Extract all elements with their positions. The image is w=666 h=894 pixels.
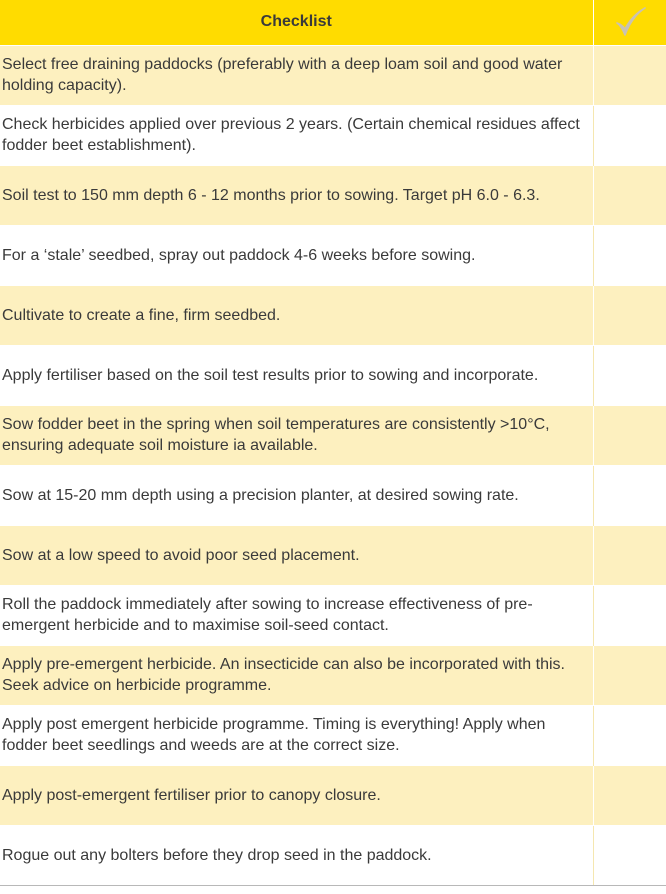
tick-cell[interactable]: [593, 825, 666, 885]
checklist-row: [0, 465, 666, 525]
tick-cell[interactable]: [593, 345, 666, 405]
checklist-row: [0, 165, 666, 225]
checklist-row: [0, 285, 666, 345]
tick-cell[interactable]: [593, 465, 666, 525]
tick-cell[interactable]: [593, 765, 666, 825]
checklist-row: [0, 525, 666, 585]
checklist-row: [0, 405, 666, 465]
tick-cell[interactable]: [593, 585, 666, 645]
tick-cell[interactable]: [593, 45, 666, 105]
checklist-title: Checklist: [0, 0, 593, 45]
checklist-item-text: Sow fodder beet in the spring when soil temperatures are consistently >10°C, ensuring adequate soil moisture ia available.: [0, 405, 593, 465]
tick-cell[interactable]: [593, 705, 666, 765]
checklist-item-text: Soil test to 150 mm depth 6 - 12 months prior to sowing. Target pH 6.0 - 6.3.: [0, 165, 593, 225]
checklist-item-text: Sow at a low speed to avoid poor seed placement.: [0, 525, 593, 585]
tick-cell[interactable]: [593, 225, 666, 285]
checklist-item-text: Sow at 15-20 mm depth using a precision planter, at desired sowing rate.: [0, 465, 593, 525]
tick-cell[interactable]: [593, 525, 666, 585]
checklist-item-text: For a ‘stale’ seedbed, spray out paddock 4-6 weeks before sowing.: [0, 225, 593, 285]
tick-cell[interactable]: [593, 105, 666, 165]
tick-cell[interactable]: [593, 405, 666, 465]
checklist-row: [0, 645, 666, 705]
checklist-body: [0, 45, 666, 885]
tick-cell[interactable]: [593, 645, 666, 705]
checklist-row: [0, 585, 666, 645]
checklist-row: [0, 345, 666, 405]
checkmark-icon: [612, 4, 648, 40]
checklist-row: [0, 705, 666, 765]
checklist-item-text: Select free draining paddocks (preferably with a deep loam soil and good water holding capacity).: [0, 45, 593, 105]
checklist-item-text: Cultivate to create a fine, firm seedbed.: [0, 285, 593, 345]
checklist-item-text: Apply post-emergent fertiliser prior to canopy closure.: [0, 765, 593, 825]
checklist-item-text: Roll the paddock immediately after sowing to increase effectiveness of pre-emergent herbicide and to maximise soil-seed contact.: [0, 585, 593, 645]
tick-cell[interactable]: [593, 285, 666, 345]
tick-column-header: [593, 0, 666, 45]
checklist-item-text: Apply post emergent herbicide programme. Timing is everything! Apply when fodder beet seedlings and weeds are at the correct size.: [0, 705, 593, 765]
checklist-header-row: [0, 0, 666, 45]
checklist-item-text: Rogue out any bolters before they drop seed in the paddock.: [0, 825, 593, 885]
checklist-row: [0, 765, 666, 825]
checklist-row: [0, 825, 666, 885]
checklist-row: [0, 225, 666, 285]
checklist-row: [0, 105, 666, 165]
table-bottom-rule: [0, 885, 666, 886]
checklist-item-text: Check herbicides applied over previous 2 years. (Certain chemical residues affect fodder beet establishment).: [0, 105, 593, 165]
checklist-row: [0, 45, 666, 105]
checklist-item-text: Apply pre-emergent herbicide. An insecticide can also be incorporated with this. Seek advice on herbicide programme.: [0, 645, 593, 705]
tick-cell[interactable]: [593, 165, 666, 225]
checklist-item-text: Apply fertiliser based on the soil test results prior to sowing and incorporate.: [0, 345, 593, 405]
